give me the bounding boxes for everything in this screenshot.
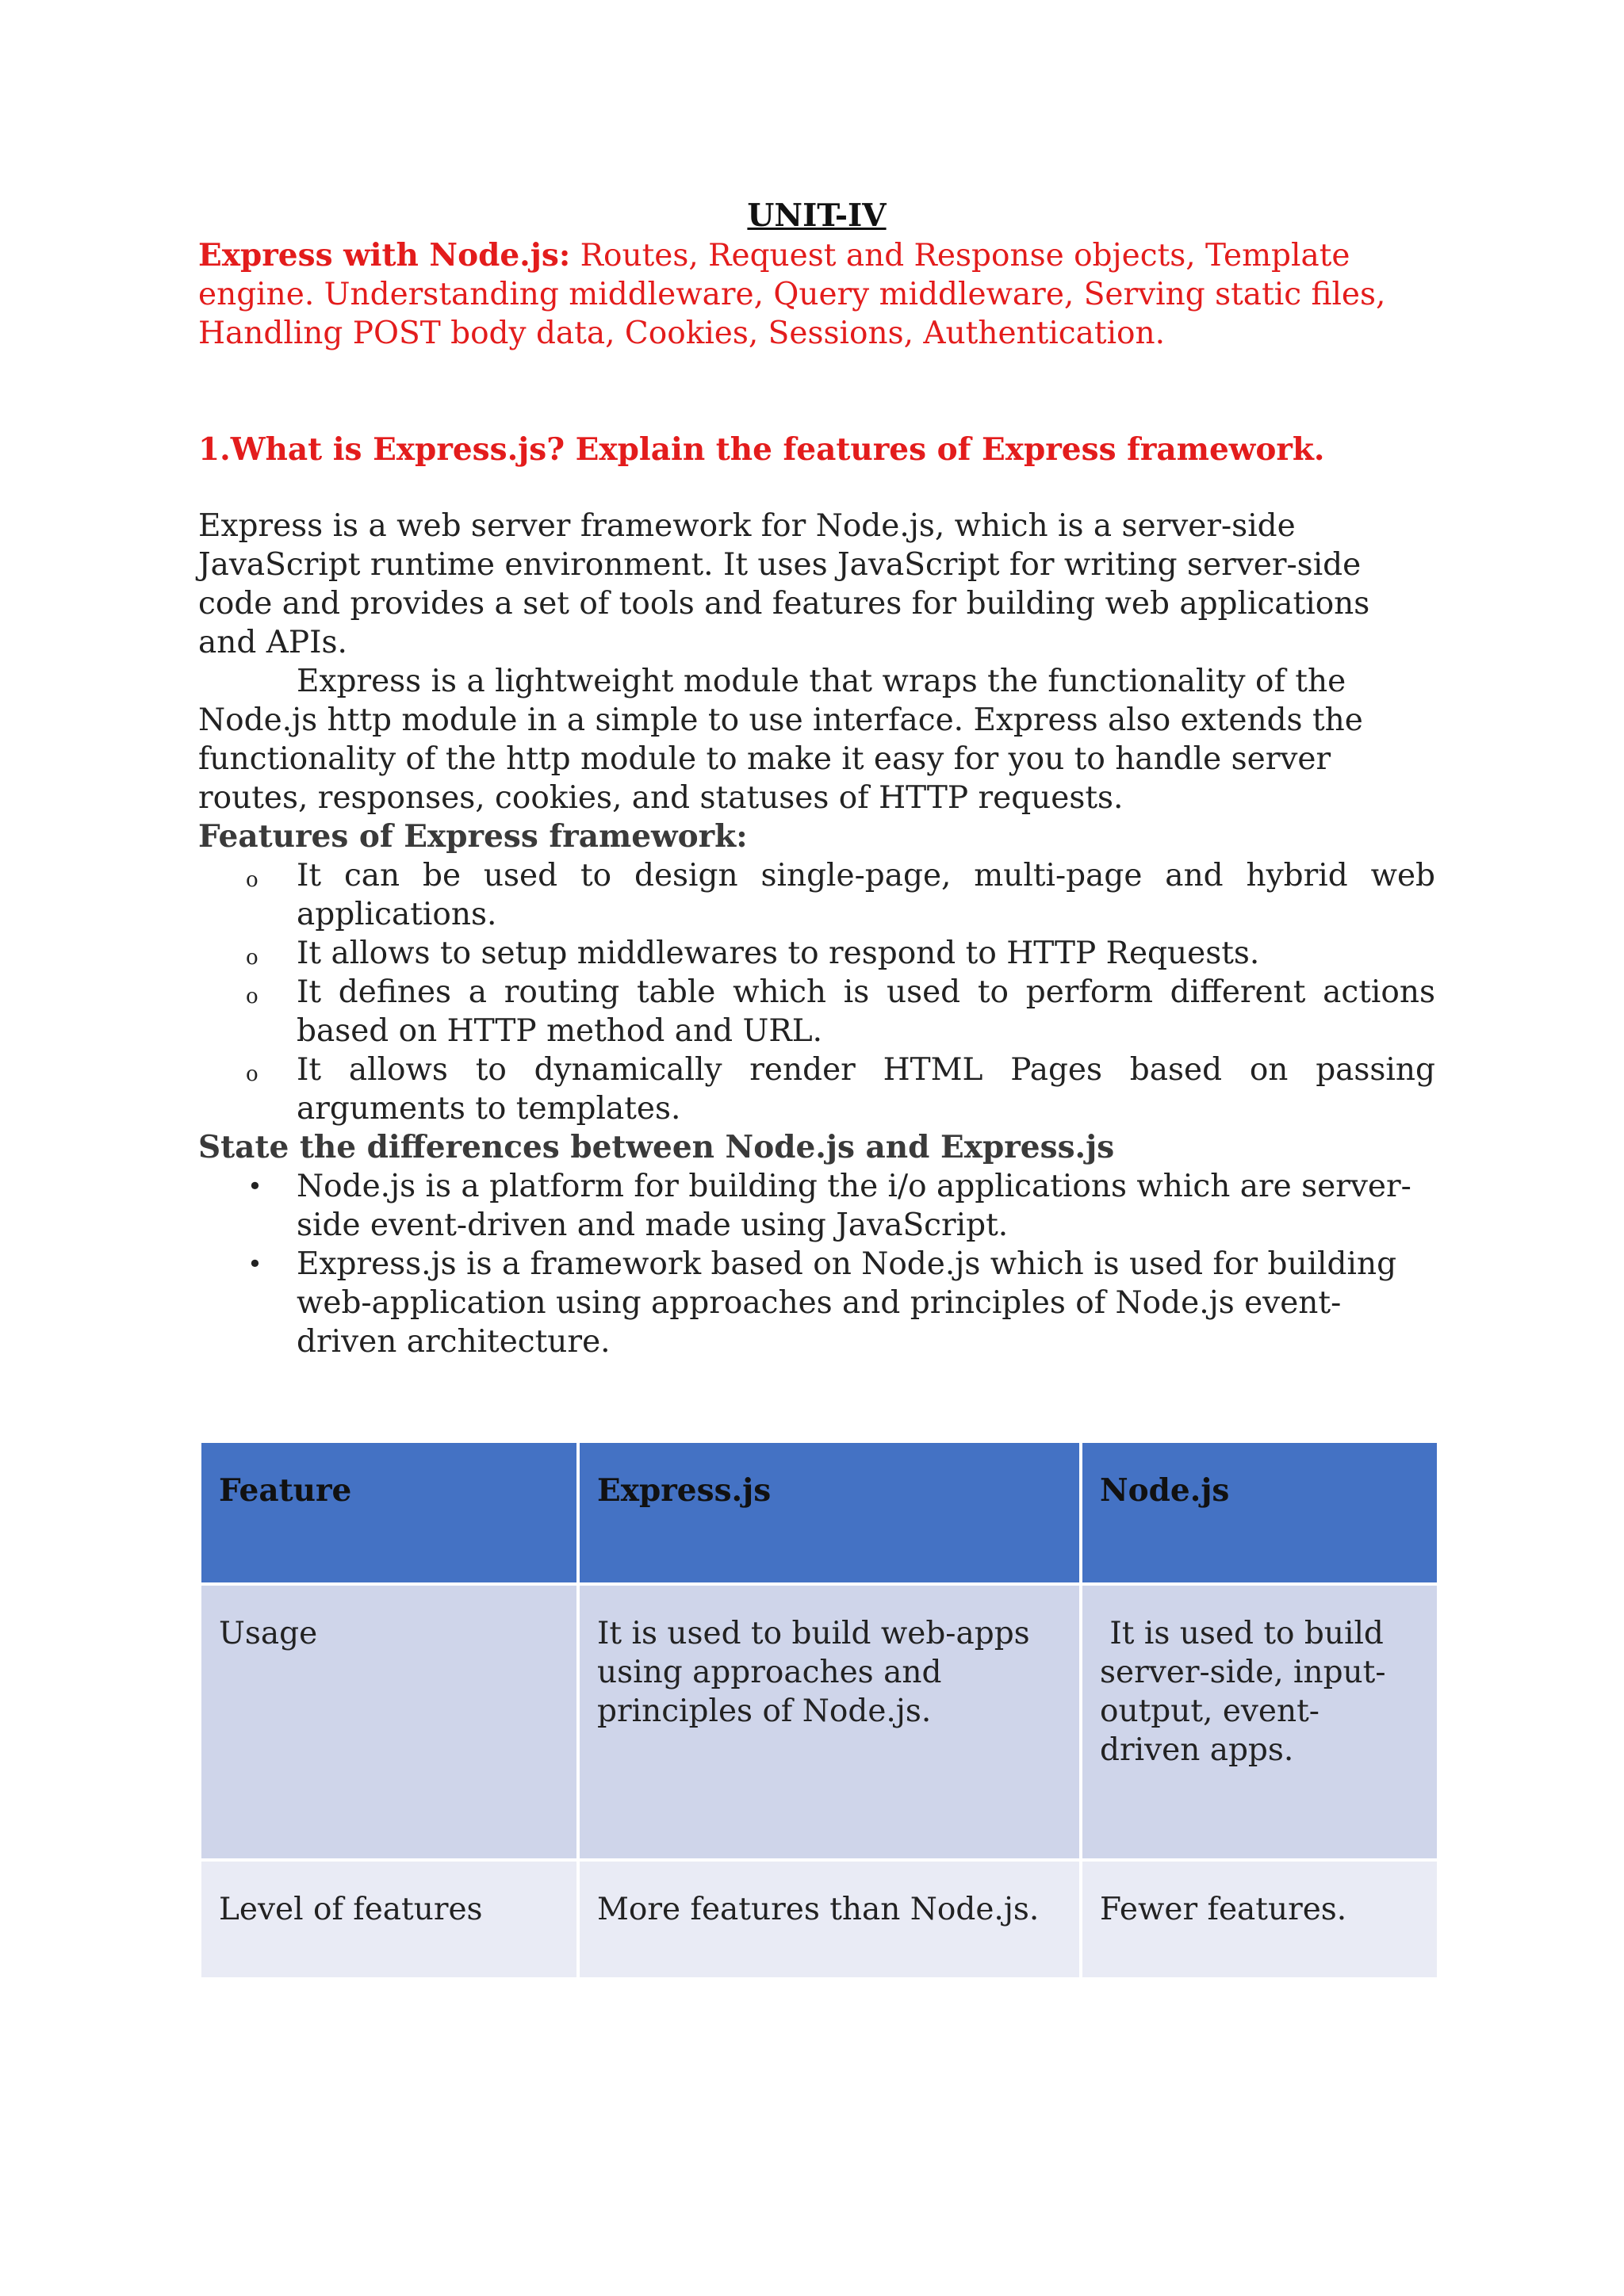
list-item: • Node.js is a platform for building the i/o applications which are server-side event-driven and made using JavaScript. — [247, 1169, 1411, 1243]
header-cell-feature: Feature — [200, 1441, 578, 1584]
table-cell: More features than Node.js. — [578, 1860, 1081, 1979]
differences-list — [198, 1167, 1435, 1361]
disc-bullet-icon: • — [247, 1171, 262, 1201]
circle-bullet-icon: o — [246, 868, 259, 892]
header-cell-node: Node.js — [1081, 1441, 1438, 1584]
unit-topics — [198, 236, 1435, 353]
table-cell: Level of features — [200, 1860, 578, 1979]
table-cell: It is used to build web-apps using approaches and principles of Node.js. — [578, 1584, 1081, 1860]
table-header-row — [200, 1441, 1438, 1584]
disc-bullet-icon: • — [247, 1249, 262, 1279]
features-heading: Features of Express framework: — [198, 818, 748, 855]
paragraph-intro: Express is a web server framework for Node.js, which is a server-side JavaScript runtime environment. It uses JavaScript for writing server-side code and provides a set of tools and features for building web applications and APIs. — [198, 508, 1370, 660]
list-item: o It allows to setup middlewares to respond to HTTP Requests. — [198, 934, 1435, 973]
document-page — [198, 197, 1435, 1361]
table-row — [200, 1584, 1438, 1860]
table-cell: Usage — [200, 1584, 578, 1860]
unit-title: UNIT-IV — [747, 197, 887, 234]
question-heading: 1.What is Express.js? Explain the features of Express framework. — [198, 431, 1325, 468]
comparison-table — [198, 1440, 1440, 1980]
list-item: o It defines a routing table which is used to perform different actions based on HTTP method and URL. — [246, 974, 1435, 1049]
topics-lead: Express with Node.js: — [198, 237, 571, 274]
features-list — [198, 856, 1435, 1128]
circle-bullet-icon: o — [246, 946, 259, 970]
circle-bullet-icon: o — [246, 985, 259, 1008]
differences-heading: State the differences between Node.js and Express.js — [198, 1129, 1115, 1165]
table-cell: It is used to build server-side, input-output, event-driven apps. — [1081, 1584, 1438, 1860]
paragraph-lightweight: Express is a lightweight module that wraps the functionality of the Node.js http module in a simple to use interface. Express also extends the functionality of the http module to make it easy for you to handle server routes, responses, cookies, and statuses of HTTP requests. — [198, 664, 1363, 816]
topics-text: Routes, Request and Response objects, Template engine. Understanding middleware, Query middleware, Serving static files, Handling POST body data, Cookies, Sessions, Authentication. — [198, 238, 1386, 351]
circle-bullet-icon: o — [246, 1062, 259, 1086]
list-item: • Express.js is a framework based on Node.js which is used for building web-application using approaches and principles of Node.js event-driven architecture. — [247, 1246, 1397, 1360]
header-cell-express: Express.js — [578, 1441, 1081, 1584]
list-item: o It allows to dynamically render HTML Pages based on passing arguments to templates. — [246, 1052, 1435, 1127]
list-item: o It can be used to design single-page, multi-page and hybrid web applications. — [246, 858, 1435, 932]
table-row — [200, 1860, 1438, 1979]
table-cell: Fewer features. — [1081, 1860, 1438, 1979]
